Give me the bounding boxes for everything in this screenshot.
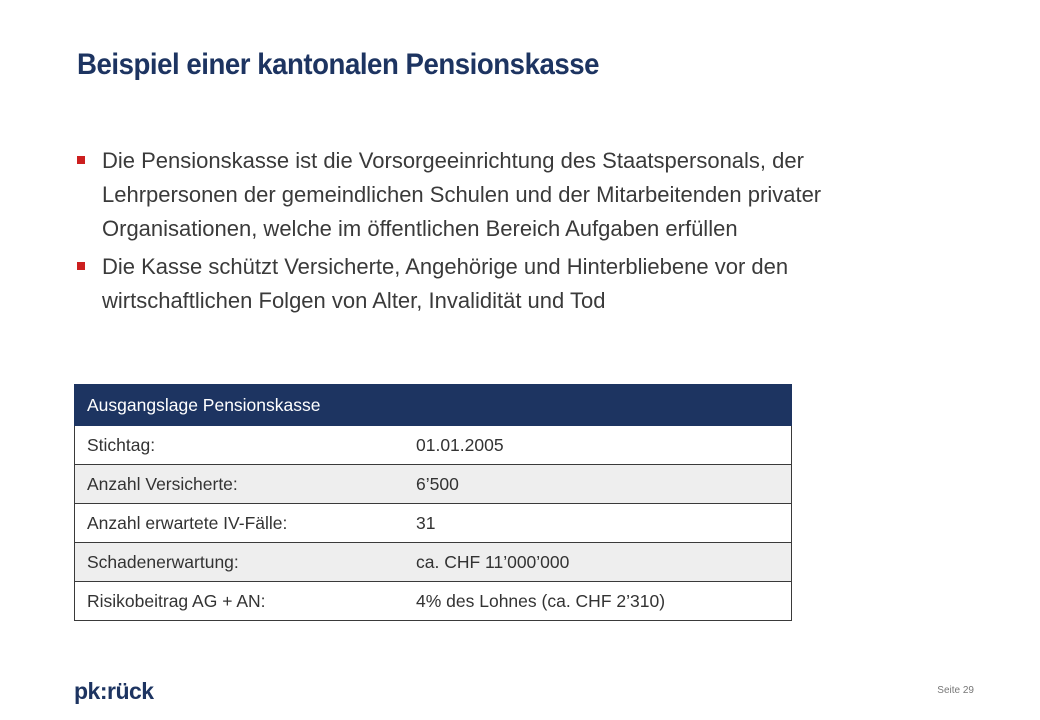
row-value: ca. CHF 11’000’000 xyxy=(404,543,792,582)
row-value: 01.01.2005 xyxy=(404,426,792,465)
page-number: Seite 29 xyxy=(937,685,974,696)
bullet-item xyxy=(77,250,937,318)
table-header: Ausgangslage Pensionskasse xyxy=(75,385,792,426)
row-label: Schadenerwartung: xyxy=(75,543,405,582)
bullet-square-icon xyxy=(77,262,85,270)
row-label: Risikobeitrag AG + AN: xyxy=(75,582,405,621)
row-label: Anzahl Versicherte: xyxy=(75,465,405,504)
bullet-text: Die Pensionskasse ist die Vorsorgeeinrichtung des Staatspersonals, der Lehrpersonen der gemeindlichen Schulen und der Mitarbeitenden privater Organisationen, welche im öffentlichen Bereich Aufgaben erfüllen xyxy=(102,148,822,241)
bullet-square-icon xyxy=(77,156,85,164)
row-label: Stichtag: xyxy=(75,426,405,465)
row-value: 4% des Lohnes (ca. CHF 2’310) xyxy=(404,582,792,621)
row-label: Anzahl erwartete IV-Fälle: xyxy=(75,504,405,543)
row-value: 31 xyxy=(404,504,792,543)
pension-table xyxy=(74,384,792,621)
company-logo: pk:rück xyxy=(74,678,154,704)
table-row xyxy=(75,504,792,543)
table-row xyxy=(75,426,792,465)
slide-title: Beispiel einer kantonalen Pensionskasse xyxy=(77,48,600,81)
table-row xyxy=(75,543,792,582)
table-row xyxy=(75,465,792,504)
bullet-text: Die Kasse schützt Versicherte, Angehörige und Hinterbliebene vor den wirtschaftlichen Folgen von Alter, Invalidität und Tod xyxy=(102,254,789,313)
bullet-item xyxy=(77,144,937,246)
row-value: 6’500 xyxy=(404,465,792,504)
table-row xyxy=(75,582,792,621)
table-header-row xyxy=(75,385,792,426)
bullet-list xyxy=(77,144,937,322)
